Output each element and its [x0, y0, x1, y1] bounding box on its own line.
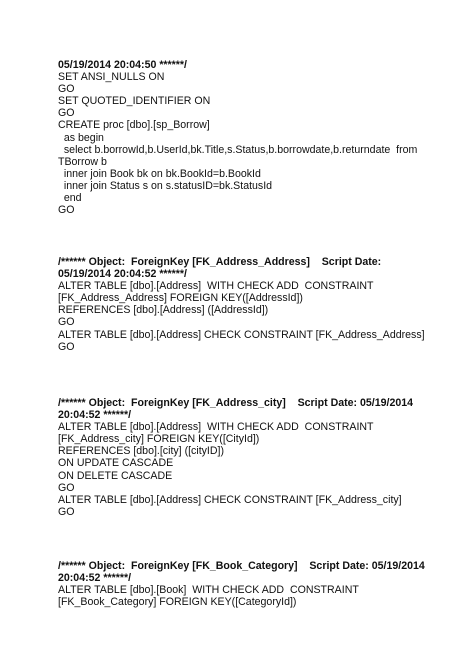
block-header-line: 05/19/2014 20:04:52 ******/	[58, 268, 187, 281]
sql-block-fk-address-city	[58, 397, 418, 518]
block-header-line: /****** Object: ForeignKey [FK_Address_city] Script Date: 05/19/2014	[58, 397, 414, 409]
code-line: inner join Status s on s.statusID=bk.StatusId	[58, 179, 273, 192]
code-line: CREATE proc [dbo].[sp_Borrow]	[58, 119, 210, 132]
code-line: GO	[58, 340, 75, 353]
code-line: ALTER TABLE [dbo].[Book] WITH CHECK ADD CONSTRAINT	[58, 584, 359, 597]
code-line: inner join Book bk on bk.BookId=b.BookId	[58, 167, 261, 180]
block-header-line: /****** Object: ForeignKey [FK_Book_Category] Script Date: 05/19/2014	[58, 560, 425, 572]
code-line: GO	[58, 481, 75, 494]
code-line: TBorrow b	[58, 155, 107, 168]
code-line: ALTER TABLE [dbo].[Address] CHECK CONSTRAINT [FK_Address_Address]	[58, 328, 425, 341]
sql-block-fk-address-address	[58, 256, 425, 353]
code-line: [FK_Book_Category] FOREIGN KEY([CategoryId])	[58, 596, 297, 609]
code-line: GO	[58, 316, 75, 329]
code-line: SET QUOTED_IDENTIFIER ON	[58, 95, 211, 108]
code-line: ON UPDATE CASCADE	[58, 457, 174, 470]
code-line: GO	[58, 204, 75, 217]
code-line: [FK_Address_city] FOREIGN KEY([CityId])	[58, 433, 260, 446]
block-header-line: 20:04:52 ******/	[58, 572, 132, 585]
code-line: ON DELETE CASCADE	[58, 469, 173, 482]
code-line: end	[58, 192, 82, 205]
block-header-line: 20:04:52 ******/	[58, 409, 132, 422]
code-line: GO	[58, 107, 75, 120]
code-line: REFERENCES [dbo].[city] ([cityID])	[58, 445, 224, 458]
code-line: SET ANSI_NULLS ON	[58, 71, 165, 84]
code-line: ALTER TABLE [dbo].[Address] CHECK CONSTRAINT [FK_Address_city]	[58, 493, 402, 506]
block-header-line: 05/19/2014 20:04:50 ******/	[58, 59, 187, 71]
code-line: as begin	[58, 131, 104, 144]
code-line: select b.borrowId,b.UserId,bk.Title,s.Status,b.borrowdate,b.returndate from	[58, 143, 418, 156]
code-line: GO	[58, 505, 75, 518]
code-line: [FK_Address_Address] FOREIGN KEY([AddressId])	[58, 292, 303, 305]
code-line: GO	[58, 83, 75, 96]
code-line: REFERENCES [dbo].[Address] ([AddressId])	[58, 304, 269, 317]
sql-block-fk-book-category	[58, 560, 425, 609]
code-line: ALTER TABLE [dbo].[Address] WITH CHECK ADD CONSTRAINT	[58, 421, 374, 434]
block-header-line: /****** Object: ForeignKey [FK_Address_Address] Script Date:	[58, 256, 382, 268]
sql-block-sp-borrow	[58, 59, 418, 216]
code-line: ALTER TABLE [dbo].[Address] WITH CHECK ADD CONSTRAINT	[58, 280, 374, 293]
